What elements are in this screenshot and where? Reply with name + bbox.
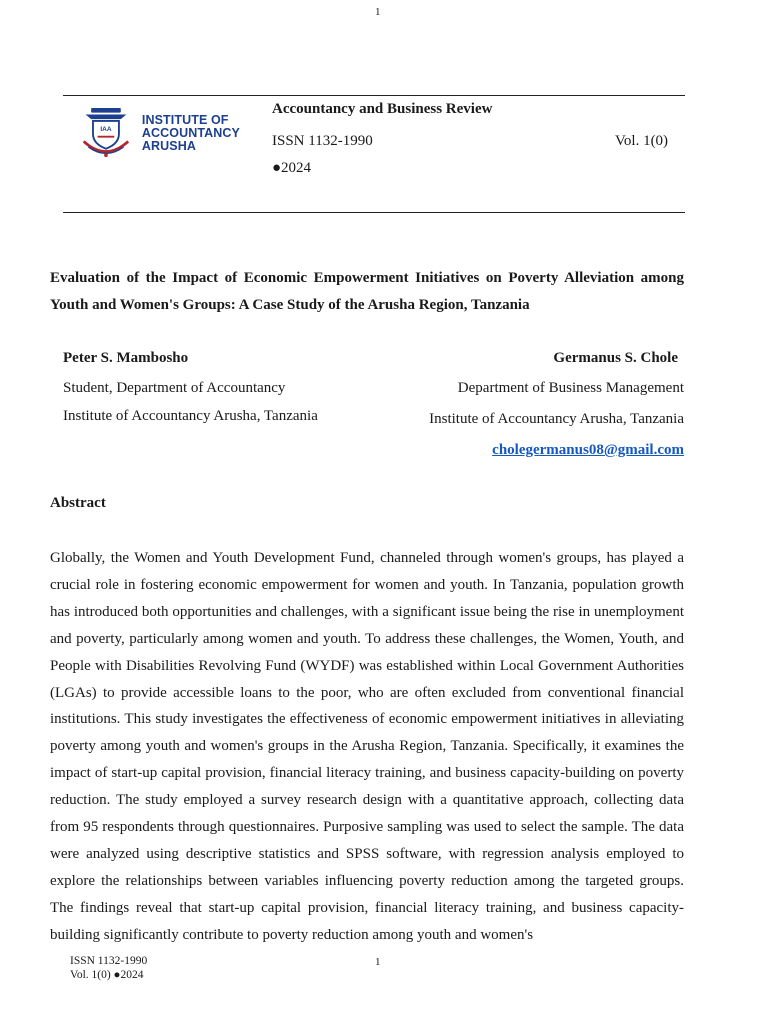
- author-1-institution: Institute of Accountancy Arusha, Tanzania: [63, 408, 318, 424]
- author-2-department: Department of Business Management: [457, 380, 684, 396]
- institute-logo-text: [142, 114, 240, 153]
- header-bottom-rule: [63, 212, 685, 213]
- journal-issn: ISSN 1132-1990: [272, 133, 373, 149]
- crest-badge-text: IAA: [100, 126, 112, 134]
- logo-text-line-3: ARUSHA: [141, 138, 196, 153]
- page-number-bottom: 1: [375, 956, 381, 968]
- abstract-body: Globally, the Women and Youth Development Fund, channeled through women's groups, has played a crucial role in fostering economic empowerment for women and youth. In Tanzania, population growth has introduced both opportunities and challenges, with a significant issue being the rise in unemployment and poverty, particularly among women and youth. To address these challenges, the Women, Youth, and People with Disabilities Revolving Fund (WYDF) was established within Local Government Authorities (LGAs) to provide accessible loans to the poor, who are often excluded from conventional financial institutions. This study investigates the effectiveness of economic empowerment initiatives in alleviating poverty among youth and women's groups in the Arusha Region, Tanzania. Specifically, it examines the impact of start-up capital provision, financial literacy training, and business capacity-building on poverty reduction. The study employed a survey research design with a quantitative approach, collecting data from 95 respondents through questionnaires. Purposive sampling was used to select the sample. The data were analyzed using descriptive statistics and SPSS software, with regression analysis employed to explore the relationships between variables influencing poverty reduction among the targeted groups. The findings reveal that start-up capital provision, financial literacy training, and business capacity-building significantly contribute to poverty reduction among youth and women's: [50, 550, 684, 943]
- footer-journal-info: [70, 954, 147, 982]
- footer-issn: ISSN 1132-1990: [70, 955, 148, 967]
- journal-year: ●2024: [272, 160, 312, 176]
- page-number-top: 1: [375, 6, 381, 18]
- logo-text-line-1: INSTITUTE OF: [141, 112, 229, 127]
- author-1-department: Student, Department of Accountancy: [63, 380, 286, 396]
- author-1-name: Peter S. Mambosho: [63, 350, 189, 366]
- journal-name: Accountancy and Business Review: [272, 101, 493, 117]
- author-2-email-link[interactable]: cholegermanus08@gmail.com: [492, 442, 684, 458]
- article-title: Evaluation of the Impact of Economic Empowerment Initiatives on Poverty Alleviation among Youth and Women's Groups: A Case Study of the Arusha Region, Tanzania: [50, 270, 684, 313]
- author-2-institution: Institute of Accountancy Arusha, Tanzania: [429, 411, 684, 427]
- logo-text-line-2: ACCOUNTANCY: [141, 125, 240, 140]
- institute-logo: [80, 104, 240, 162]
- journal-volume: Vol. 1(0): [615, 133, 669, 149]
- author-2-name: Germanus S. Chole: [553, 350, 678, 366]
- footer-volume-year: Vol. 1(0) ●2024: [70, 969, 144, 981]
- institute-crest-icon: [80, 104, 132, 162]
- header-top-rule: [63, 95, 685, 96]
- abstract-heading: Abstract: [50, 495, 106, 511]
